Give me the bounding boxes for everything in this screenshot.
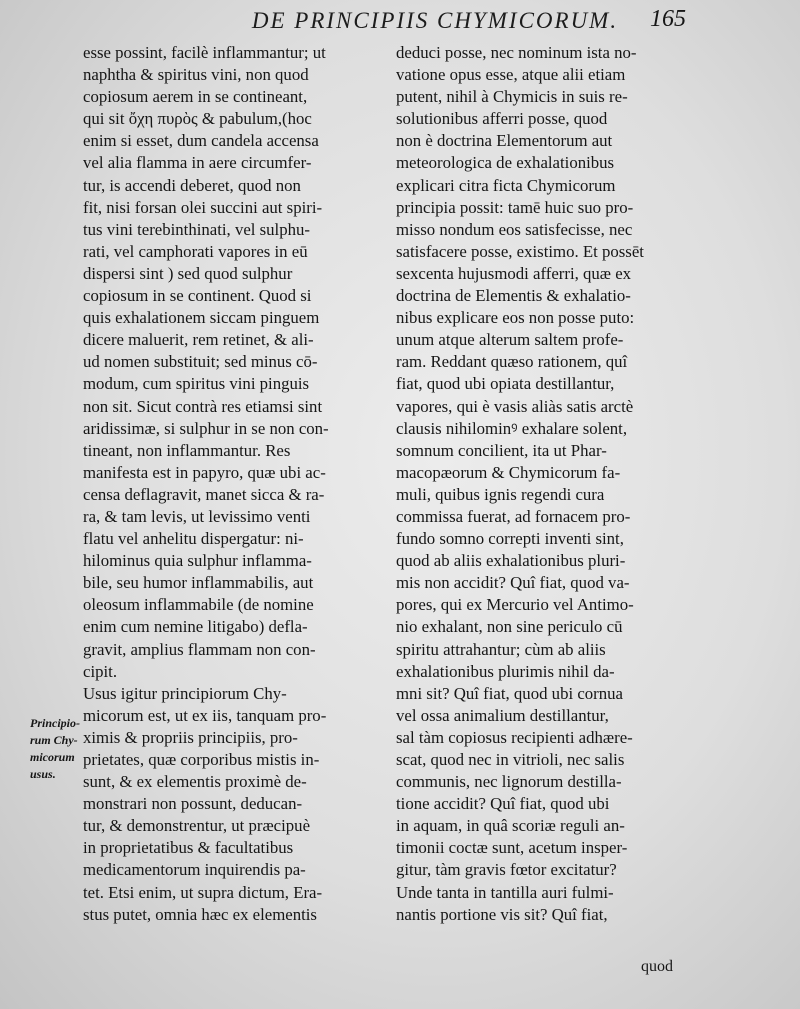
text-line: dicere maluerit, rem retinet, & ali- <box>83 330 314 350</box>
margin-note-line: rum Chy- <box>30 733 78 747</box>
text-line: clausis nihilominꝰ exhalare solent, <box>396 418 628 438</box>
text-line: tet. Etsi enim, ut supra dictum, Era- <box>83 882 323 902</box>
text-line: nio exhalant, non sine periculo cū <box>396 617 623 637</box>
text-line: vatione opus esse, atque alii etiam <box>396 65 626 85</box>
text-line: rati, vel camphorati vapores in eū <box>83 241 308 261</box>
text-line: principia possit: tamē huic suo pro- <box>396 197 634 217</box>
text-line: censa deflagravit, manet sicca & ra- <box>83 484 325 504</box>
text-line: vel ossa animalium destillantur, <box>396 705 609 725</box>
text-line: monstrari non possunt, deducan- <box>83 794 303 814</box>
text-line: qui sit ὄχη πυρὸς & pabulum,(hoc <box>83 109 312 129</box>
text-line: vel alia flamma in aere circumfer- <box>83 153 312 173</box>
text-line: sexcenta hujusmodi afferri, quæ ex <box>396 263 632 283</box>
page-number: 165 <box>650 6 686 32</box>
text-line: pores, qui ex Mercurio vel Antimo- <box>396 595 634 615</box>
text-line: tione accidit? Quî fiat, quod ubi <box>396 794 610 814</box>
catchword: quod <box>641 958 673 975</box>
right-column <box>396 42 701 926</box>
text-line: copiosum in se continent. Quod si <box>83 286 312 306</box>
text-line: gitur, tàm gravis fœtor excitatur? <box>396 860 617 880</box>
text-line: solutionibus afferri posse, quod <box>396 109 608 129</box>
text-line: muli, quibus ignis regendi cura <box>396 484 605 504</box>
text-line: exhalationibus plurimis nihil da- <box>396 661 615 681</box>
text-line: bile, seu humor inflammabilis, aut <box>83 573 314 593</box>
text-line: manifesta est in papyro, quæ ubi ac- <box>83 462 326 482</box>
text-line: ra, & tam levis, ut levissimo venti <box>83 506 311 526</box>
text-line: enim si esset, dum candela accensa <box>83 131 319 151</box>
text-line: copiosum aerem in se contineant, <box>83 87 308 107</box>
text-line: sal tàm copiosus recipienti adhære- <box>396 727 633 747</box>
text-line: nibus explicare eos non posse puto: <box>396 308 635 328</box>
left-column <box>83 42 393 926</box>
text-line: ram. Reddant quæso rationem, quî <box>396 352 628 372</box>
margin-note-line: micorum <box>30 750 75 764</box>
text-line: in aquam, in quâ scoriæ reguli an- <box>396 816 625 836</box>
text-line: tur, & demonstrentur, ut præcipuè <box>83 816 311 836</box>
text-line: ximis & propriis principiis, pro- <box>83 727 298 747</box>
text-line: communis, nec lignorum destilla- <box>396 772 622 792</box>
text-line: tur, is accendi deberet, quod non <box>83 175 301 195</box>
text-line: timonii coctæ sunt, acetum insper- <box>396 838 628 858</box>
text-line: hilominus quia sulphur inflamma- <box>83 551 312 571</box>
margin-note-line: usus. <box>30 767 56 781</box>
text-line: oleosum inflammabile (de nomine <box>83 595 314 615</box>
text-line: non sit. Sicut contrà res etiamsi sint <box>83 396 323 416</box>
text-line: unum atque alterum saltem profe- <box>396 330 624 350</box>
text-line: enim cum nemine litigabo) defla- <box>83 617 308 637</box>
text-line: dispersi sint ) sed quod sulphur <box>83 263 293 283</box>
text-line: in proprietatibus & facultatibus <box>83 838 294 858</box>
text-line: gravit, amplius flammam non con- <box>83 639 316 659</box>
text-line: quod ab aliis exhalationibus pluri- <box>396 551 626 571</box>
text-line: fundo somno correpti inventi sint, <box>396 529 624 549</box>
text-line: aridissimæ, si sulphur in se non con- <box>83 418 329 438</box>
text-line: cipit. <box>83 661 118 681</box>
text-line: mis non accidit? Quî fiat, quod va- <box>396 573 630 593</box>
text-line: naphtha & spiritus vini, non quod <box>83 65 309 85</box>
text-line: non è doctrina Elementorum aut <box>396 131 613 151</box>
text-line: putent, nihil à Chymicis in suis re- <box>396 87 628 107</box>
text-line: modum, cum spiritus vini pinguis <box>83 374 310 394</box>
text-line: flatu vel anhelitu dispergatur: ni- <box>83 529 304 549</box>
text-line: macopæorum & Chymicorum fa- <box>396 462 621 482</box>
text-line: deduci posse, nec nominum ista no- <box>396 43 637 62</box>
text-line: vapores, qui è vasis aliàs satis arctè <box>396 396 634 416</box>
text-line: nantis portione vis sit? Quî fiat, <box>396 904 608 924</box>
text-line: micorum est, ut ex iis, tanquam pro- <box>83 705 327 725</box>
text-line: ud nomen substituit; sed minus cō- <box>83 352 318 372</box>
running-title: DE PRINCIPIIS CHYMICORUM. <box>251 8 619 33</box>
text-line: doctrina de Elementis & exhalatio- <box>396 286 631 306</box>
text-line: prietates, quæ corporibus mistis in- <box>83 750 320 769</box>
text-line: fiat, quod ubi opiata destillantur, <box>396 374 615 394</box>
text-line: spiritu attrahantur; cùm ab aliis <box>396 639 606 659</box>
text-line: Usus igitur principiorum Chy- <box>83 683 287 703</box>
text-line: fit, nisi forsan olei succini aut spiri- <box>83 197 323 217</box>
text-line: stus putet, omnia hæc ex elementis <box>83 904 317 924</box>
text-line: satisfacere posse, existimo. Et possēt <box>396 241 644 261</box>
text-line: somnum concilient, ita ut Phar- <box>396 440 607 460</box>
margin-note <box>30 715 92 783</box>
margin-note-line: Principio- <box>30 716 80 730</box>
text-line: tus vini terebinthinati, vel sulphu- <box>83 219 310 239</box>
text-line: scat, quod nec in vitrioli, nec salis <box>396 750 625 769</box>
text-line: Unde tanta in tantilla auri fulmi- <box>396 882 614 902</box>
text-line: meteorologica de exhalationibus <box>396 153 615 173</box>
text-line: explicari citra ficta Chymicorum <box>396 175 616 195</box>
text-line: quis exhalationem siccam pinguem <box>83 308 320 328</box>
text-line: tineant, non inflammantur. Res <box>83 440 291 460</box>
text-line: medicamentorum inquirendis pa- <box>83 860 306 880</box>
text-line: commissa fuerat, ad fornacem pro- <box>396 506 631 526</box>
text-line: esse possint, facilè inflammantur; ut <box>83 43 326 62</box>
text-line: misso nondum eos satisfecisse, nec <box>396 219 633 239</box>
text-line: mni sit? Quî fiat, quod ubi cornua <box>396 683 623 703</box>
text-line: sunt, & ex elementis proximè de- <box>83 772 307 792</box>
